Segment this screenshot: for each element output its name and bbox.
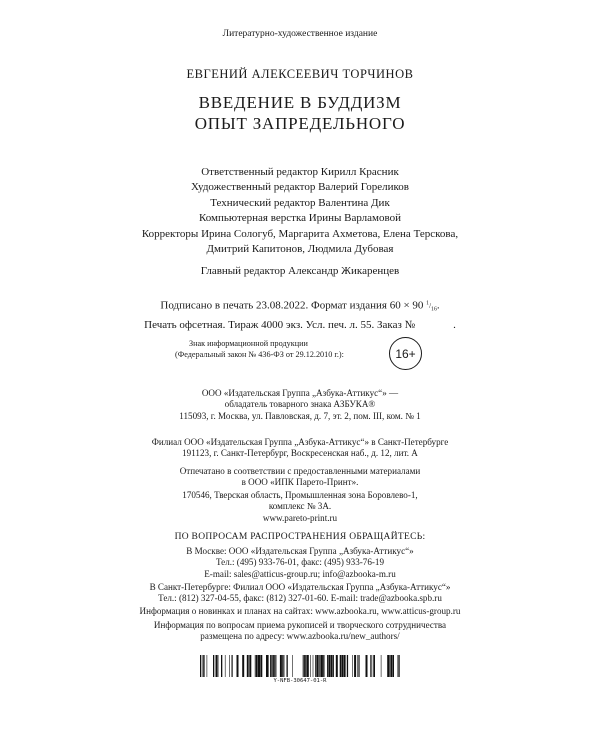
barcode-bar <box>327 655 328 677</box>
barcode-bar <box>272 655 273 677</box>
barcode-bar <box>393 655 394 677</box>
contact-line: Тел.: (812) 327-04-55, факс: (812) 327-01-60. E-mail: trade@azbooka.spb.ru <box>158 593 442 604</box>
barcode-bar <box>287 655 288 677</box>
spb-contacts <box>0 582 600 605</box>
barcode-bar <box>248 655 249 677</box>
publisher-line: ООО «Издательская Группа „Азбука-Аттикус“» — <box>201 388 399 398</box>
info-sign-law: (Федеральный закон № 436-ФЗ от 29.12.2010 г.): <box>175 349 344 359</box>
barcode-bar <box>255 655 256 677</box>
moscow-contacts <box>0 546 600 580</box>
barcode-bar <box>344 655 346 677</box>
barcode-bar <box>318 655 319 677</box>
printer-website: www.pareto-print.ru <box>262 512 338 523</box>
barcode-bar <box>307 655 309 677</box>
barcode-bar <box>232 655 233 677</box>
barcode-bar <box>359 655 360 677</box>
barcode-bar <box>268 655 269 677</box>
barcode-bar <box>366 655 368 677</box>
barcode-bar <box>200 655 201 677</box>
info-sign-block <box>175 339 385 360</box>
age-rating-badge: 16+ <box>389 337 422 370</box>
author-name: ЕВГЕНИЙ АЛЕКСЕЕВИЧ ТОРЧИНОВ <box>186 67 414 81</box>
contact-line: В Москве: ООО «Издательская Группа „Азбука-Аттикус“» <box>186 546 414 556</box>
fraction-numerator: 1 <box>426 301 430 307</box>
print-line-1 <box>0 297 600 318</box>
barcode-bar <box>274 655 275 677</box>
barcode-bar <box>304 655 305 677</box>
barcode-bar <box>207 655 208 677</box>
print-info <box>0 297 600 333</box>
credit-line: Ответственный редактор Кирилл Красник <box>201 166 399 178</box>
contact-line: Тел.: (495) 933-76-01, факс: (495) 933-76-19 <box>215 557 385 568</box>
barcode-bar <box>336 655 338 677</box>
barcode-bar <box>280 655 282 677</box>
info-line: Информация по вопросам приема рукописей и творческого сотрудничества <box>153 620 447 630</box>
branch-line: Филиал ООО «Издательская Группа „Азбука-Аттикус“» в Санкт-Петербурге <box>151 437 449 447</box>
barcode-bar <box>292 655 293 677</box>
title-line: ВВЕДЕНИЕ В БУДДИЗМ <box>198 93 402 112</box>
barcode-bar <box>319 655 320 677</box>
credit-line: Корректоры Ирина Сологуб, Маргарита Ахметова, Елена Терскова, <box>141 227 459 240</box>
branch-line: 191123, г. Санкт-Петербург, Воскресенская наб., д. 12, лит. А <box>182 448 418 459</box>
barcode-bar <box>266 655 268 677</box>
barcode <box>200 655 400 677</box>
print-format: Подписано в печать 23.08.2022. Формат издания 60 × 90 <box>160 299 424 312</box>
barcode-bar <box>258 655 260 677</box>
barcode-bar <box>331 655 332 677</box>
chief-editor: Главный редактор Александр Жикаренцев <box>200 265 400 277</box>
barcode-bar <box>250 655 251 677</box>
print-line-2-tail: . <box>453 318 456 331</box>
barcode-bar <box>358 655 359 677</box>
barcode-bar <box>276 655 277 677</box>
format-fraction: $^1/_{16}$ <box>426 301 437 313</box>
barcode-bar <box>282 655 283 677</box>
genre-label: Литературно-художественное издание <box>222 29 378 39</box>
printer-block <box>0 466 600 489</box>
barcode-bar <box>354 655 356 677</box>
distribution-heading: ПО ВОПРОСАМ РАСПРОСТРАНЕНИЯ ОБРАЩАЙТЕСЬ: <box>174 532 426 542</box>
info-sign-line: Знак информационной продукции <box>189 339 308 348</box>
barcode-bar <box>225 655 226 677</box>
publisher-line: 115093, г. Москва, ул. Павловская, д. 7, эт. 2, пом. III, ком. № 1 <box>179 410 421 421</box>
credit-line: Технический редактор Валентина Дик <box>210 196 390 209</box>
branch-block <box>0 437 600 460</box>
info-line: размещена по адресу: www.azbooka.ru/new_authors/ <box>200 631 400 642</box>
barcode-bar <box>256 655 258 677</box>
printer-address-line: 170546, Тверская область, Промышленная зона Боровлево-1, <box>182 490 418 500</box>
publisher-line: обладатель товарного знака АЗБУКА® <box>224 399 376 410</box>
barcode-bar <box>340 655 342 677</box>
barcode-bar <box>313 655 314 677</box>
news-info <box>0 606 600 617</box>
barcode-bar <box>333 655 334 677</box>
barcode-bar <box>232 655 233 677</box>
title-line: ОПЫТ ЗАПРЕДЕЛЬНОГО <box>194 114 406 133</box>
barcode-bar <box>352 655 353 677</box>
barcode-bar <box>390 655 391 677</box>
editorial-credits <box>0 165 600 257</box>
book-title <box>0 92 600 134</box>
print-line-2 <box>0 318 600 333</box>
printer-line: в ООО «ИПК Парето-Принт». <box>241 477 359 488</box>
barcode-bar <box>229 655 230 677</box>
barcode-bar <box>329 655 331 677</box>
barcode-bar <box>321 655 323 677</box>
barcode-bar <box>390 655 392 677</box>
barcode-bar <box>357 655 358 677</box>
print-line-1-tail: . <box>436 299 440 312</box>
credit-line: Художественный редактор Валерий Гореликов <box>191 181 409 194</box>
barcode-bar <box>323 655 324 677</box>
barcode-bar <box>237 655 239 677</box>
barcode-bar <box>373 655 374 677</box>
barcode-bar <box>398 655 399 677</box>
barcode-bar <box>310 655 311 677</box>
printer-address-block <box>0 490 600 524</box>
barcode-bar <box>242 655 244 677</box>
barcode-bar <box>216 655 218 677</box>
credit-line: Компьютерная верстка Ирины Варламовой <box>198 212 402 225</box>
barcode-bar <box>247 655 248 677</box>
contact-line: E-mail: sales@atticus-group.ru; info@azbooka-m.ru <box>204 568 396 579</box>
barcode-bar <box>347 655 348 677</box>
barcode-bar <box>398 655 399 677</box>
barcode-bar <box>370 655 371 677</box>
fraction-denominator: 16 <box>431 306 437 313</box>
barcode-bar <box>305 655 306 677</box>
barcode-bar <box>317 655 318 677</box>
printer-line: Отпечатано в соответствии с предоставленными материалами <box>179 466 421 476</box>
contact-line: В Санкт-Петербурге: Филиал ООО «Издательская Группа „Азбука-Аттикус“» <box>149 582 451 592</box>
barcode-bar <box>213 655 214 677</box>
publisher-block <box>0 388 600 422</box>
print-run: Печать офсетная. Тираж 4000 экз. Усл. печ. л. 55. Заказ № <box>144 318 416 331</box>
barcode-bar <box>387 655 389 677</box>
barcode-bar <box>273 655 274 677</box>
barcode-bar <box>303 655 304 677</box>
barcode-bar <box>270 655 271 677</box>
barcode-bar <box>203 655 204 677</box>
barcode-label: Y-NFB-30647-01-R <box>273 678 327 684</box>
barcode-bar <box>374 655 375 677</box>
barcode-bar <box>260 655 262 677</box>
printer-address-line: комплекс № 3А. <box>268 501 332 512</box>
barcode-bar <box>342 655 343 677</box>
barcode-bar <box>315 655 316 677</box>
info-line: Информация о новинках и планах на сайтах: www.azbooka.ru, www.atticus-group.ru <box>139 606 461 616</box>
barcode-bar <box>284 655 285 677</box>
barcode-bar <box>218 655 219 677</box>
barcode-bar <box>221 655 222 677</box>
manuscripts-info <box>0 620 600 643</box>
barcode-bar <box>381 655 382 677</box>
barcode-bar <box>204 655 205 677</box>
credit-line: Дмитрий Капитонов, Людмила Дубовая <box>206 243 394 256</box>
